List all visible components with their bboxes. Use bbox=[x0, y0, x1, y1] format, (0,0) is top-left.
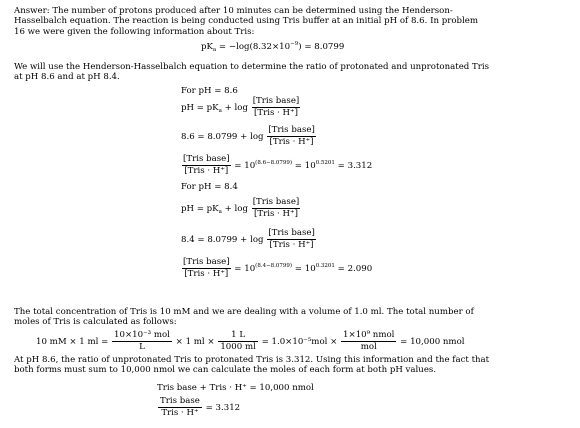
moles-fraction-3: $\frac{\text{1×10⁹ nmol}}{\text{mol}}$ bbox=[343, 330, 395, 352]
moles-equation: 10 mM × 1 ml = $\frac{\text{10×10⁻³ mol}}{L}$ × 1 ml × $\frac{1 L}{1000 ml}$ = 1.0×10⁻⁵mol × $\frac{\text{1×10⁹ nmol}}{\text{mol}}$ = 10,000 nmol bbox=[36, 330, 465, 352]
ratio-line-2: both forms must sum to 10,000 nmol we can calculate the moles of each form at both pH values. bbox=[14, 365, 437, 376]
ph84-sub-equation: 8.4 = 8.0799 + log $\frac{\text{[Tris base]}}{\text{[Tris · H⁺]}}$ bbox=[181, 228, 315, 250]
intro-line-1: Answer: The number of protons produced after 10 minutes can be determined using the Henderson- bbox=[14, 6, 453, 16]
use-paragraph bbox=[14, 62, 566, 83]
ph84-label: For pH = 8.4 bbox=[181, 182, 238, 192]
intro-line-2: Hasselbalch equation. The reaction is being conducted using Tris buffer at an initial pH of 8.6. In problem bbox=[14, 16, 479, 27]
total-line-1: The total concentration of Tris is 10 mM and we are dealing with a volume of 1.0 ml. The total number of bbox=[14, 307, 474, 317]
ph86-ratio-equation: $\frac{\text{[Tris base]}}{\text{[Tris · H⁺]}}$ = $10^{(8.6-8.0799)} = 10^{0.5201} = 3.312$ bbox=[183, 154, 373, 176]
intro-paragraph bbox=[14, 6, 566, 37]
ratio-line-1: At pH 8.6, the ratio of unprotonated Tris to protonated Tris is 3.312. Using this information and the fact that bbox=[14, 355, 490, 365]
ph86-hh-equation: pH = $pK_a + \log$ $\frac{\text{[Tris base]}}{\text{[Tris · H⁺]}}$ bbox=[181, 96, 300, 118]
intro-line-3: 16 we were given the following information about Tris: bbox=[14, 26, 255, 37]
ph84-sub-fraction: $\frac{\text{[Tris base]}}{\text{[Tris · H⁺]}}$ bbox=[268, 228, 315, 250]
total-line-2: moles of Tris is calculated as follows: bbox=[14, 317, 177, 328]
total-paragraph bbox=[14, 307, 566, 328]
ph84-hh-equation: pH = $pK_a + \log$ $\frac{\text{[Tris base]}}{\text{[Tris · H⁺]}}$ bbox=[181, 197, 300, 219]
use-line-1: We will use the Henderson-Hasselbalch equation to determine the ratio of protonated and unprotonated Tris bbox=[14, 62, 490, 72]
ph84-ratio-equation: $\frac{\text{[Tris base]}}{\text{[Tris · H⁺]}}$ = $10^{(8.4-8.0799)} = 10^{0.3201} = 2.090$ bbox=[183, 257, 373, 279]
ph84-ratio-fraction: $\frac{\text{[Tris base]}}{\text{[Tris · H⁺]}}$ bbox=[183, 257, 230, 279]
moles-fraction-2: $\frac{1 L}{1000 ml}$ bbox=[220, 330, 256, 352]
use-line-2: at pH 8.6 and at pH 8.4. bbox=[14, 72, 120, 83]
ratio-paragraph bbox=[14, 355, 566, 376]
ph84-hh-fraction: $\frac{\text{[Tris base]}}{\text{[Tris · H⁺]}}$ bbox=[252, 197, 300, 219]
pka-equation: $pK_a = -\log(8.32\times 10^{-9}) = 8.0799$ bbox=[201, 41, 345, 53]
ph86-hh-fraction: $\frac{\text{[Tris base]}}{\text{[Tris · H⁺]}}$ bbox=[252, 96, 300, 118]
ph86-label: For pH = 8.6 bbox=[181, 86, 238, 96]
ph86-ratio-fraction: $\frac{\text{[Tris base]}}{\text{[Tris · H⁺]}}$ bbox=[183, 154, 230, 176]
moles-fraction-1: $\frac{\text{10×10⁻³ mol}}{L}$ bbox=[114, 330, 170, 352]
ph86-sub-equation: 8.6 = 8.0799 + log $\frac{\text{[Tris base]}}{\text{[Tris · H⁺]}}$ bbox=[181, 125, 315, 147]
last-fraction: $\frac{\text{Tris base}}{\text{Tris · H⁺}}$ bbox=[160, 396, 200, 418]
ph86-sub-fraction: $\frac{\text{[Tris base]}}{\text{[Tris · H⁺]}}$ bbox=[268, 125, 315, 147]
last-equation: $\frac{\text{Tris base}}{\text{Tris · H⁺}}$ = 3.312 bbox=[160, 396, 241, 418]
sum-equation: Tris base + Tris · H⁺ = 10,000 nmol bbox=[157, 383, 314, 393]
